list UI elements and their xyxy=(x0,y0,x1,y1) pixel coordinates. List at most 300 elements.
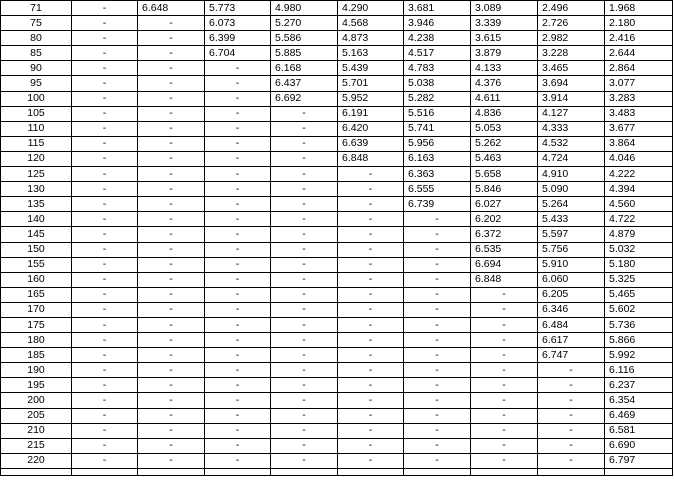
table-cell: 2.864 xyxy=(605,61,673,76)
table-cell: - xyxy=(205,61,271,76)
table-cell: - xyxy=(271,167,338,182)
table-cell: - xyxy=(404,423,471,438)
table-cell: - xyxy=(404,302,471,317)
table-cell: 5.701 xyxy=(338,76,404,91)
table-cell: 6.690 xyxy=(605,438,673,453)
table-cell: - xyxy=(205,182,271,197)
table-cell: - xyxy=(271,423,338,438)
row-key-cell: 135 xyxy=(1,197,72,212)
table-cell: - xyxy=(138,227,205,242)
table-cell: - xyxy=(271,227,338,242)
table-cell: - xyxy=(72,212,138,227)
table-cell: 4.222 xyxy=(605,167,673,182)
table-cell: - xyxy=(138,302,205,317)
table-cell: - xyxy=(404,438,471,453)
table-cell: 5.773 xyxy=(205,1,271,16)
table-row xyxy=(1,16,673,31)
table-cell: - xyxy=(471,363,538,378)
table-cell: 2.416 xyxy=(605,31,673,46)
table-cell: - xyxy=(471,287,538,302)
table-cell: 6.848 xyxy=(471,272,538,287)
table-cell: 4.560 xyxy=(605,197,673,212)
table-cell: - xyxy=(72,31,138,46)
table-cell: 6.694 xyxy=(471,257,538,272)
table-row xyxy=(1,333,673,348)
row-key-cell: 195 xyxy=(1,378,72,393)
row-key-cell: 210 xyxy=(1,423,72,438)
table-row xyxy=(1,438,673,453)
table-row xyxy=(1,423,673,438)
table-row xyxy=(1,302,673,317)
table-cell: - xyxy=(205,287,271,302)
table-cell: - xyxy=(72,197,138,212)
table-cell: - xyxy=(338,167,404,182)
table-cell: - xyxy=(271,212,338,227)
table-cell: - xyxy=(338,453,404,468)
table-cell: - xyxy=(271,182,338,197)
table-cell: - xyxy=(138,423,205,438)
table-row xyxy=(1,227,673,242)
table-cell: - xyxy=(271,317,338,332)
table-cell: 5.658 xyxy=(471,167,538,182)
table-cell: - xyxy=(138,242,205,257)
table-cell: - xyxy=(138,438,205,453)
table-cell: 4.290 xyxy=(338,1,404,16)
table-cell: - xyxy=(72,136,138,151)
table-cell: 5.032 xyxy=(605,242,673,257)
table-cell: - xyxy=(205,363,271,378)
row-key-cell: 205 xyxy=(1,408,72,423)
table-cell: 5.602 xyxy=(605,302,673,317)
table-cell: 2.180 xyxy=(605,16,673,31)
table-cell-empty xyxy=(471,468,538,475)
table-cell: 6.060 xyxy=(538,272,605,287)
table-cell: - xyxy=(138,408,205,423)
table-cell: - xyxy=(205,302,271,317)
table-cell: - xyxy=(338,393,404,408)
table-cell: 6.648 xyxy=(138,1,205,16)
table-cell: 5.956 xyxy=(404,136,471,151)
table-cell: - xyxy=(72,182,138,197)
table-cell: 5.433 xyxy=(538,212,605,227)
table-cell: 5.262 xyxy=(471,136,538,151)
table-cell-empty xyxy=(1,468,72,475)
table-cell: - xyxy=(72,61,138,76)
table-row xyxy=(1,1,673,16)
table-cell: - xyxy=(138,31,205,46)
table-cell: 5.910 xyxy=(538,257,605,272)
table-cell: 3.077 xyxy=(605,76,673,91)
table-cell: - xyxy=(271,242,338,257)
table-cell: 5.866 xyxy=(605,333,673,348)
row-key-cell: 185 xyxy=(1,348,72,363)
table-row xyxy=(1,348,673,363)
row-key-cell: 115 xyxy=(1,136,72,151)
table-cell: - xyxy=(205,76,271,91)
row-key-cell: 85 xyxy=(1,46,72,61)
table-cell: 3.946 xyxy=(404,16,471,31)
table-cell: - xyxy=(338,242,404,257)
table-cell: - xyxy=(205,348,271,363)
row-key-cell: 220 xyxy=(1,453,72,468)
table-cell: - xyxy=(205,438,271,453)
table-cell: 3.677 xyxy=(605,121,673,136)
row-key-cell: 165 xyxy=(1,287,72,302)
row-key-cell: 120 xyxy=(1,151,72,166)
table-row xyxy=(1,76,673,91)
table-cell: - xyxy=(404,227,471,242)
table-cell: - xyxy=(205,242,271,257)
table-cell: - xyxy=(538,393,605,408)
table-cell: - xyxy=(471,348,538,363)
table-cell: - xyxy=(138,287,205,302)
table-cell: - xyxy=(471,438,538,453)
table-row xyxy=(1,136,673,151)
table-cell: - xyxy=(205,333,271,348)
table-row xyxy=(1,121,673,136)
row-key-cell: 125 xyxy=(1,167,72,182)
table-cell: - xyxy=(404,272,471,287)
table-row xyxy=(1,242,673,257)
table-cell: 3.864 xyxy=(605,136,673,151)
table-cell: 4.238 xyxy=(404,31,471,46)
table-cell: - xyxy=(138,453,205,468)
table-cell: - xyxy=(338,378,404,393)
table-cell: 6.191 xyxy=(338,106,404,121)
table-cell: 6.704 xyxy=(205,46,271,61)
table-row xyxy=(1,182,673,197)
table-cell: - xyxy=(271,197,338,212)
table-cell: 6.617 xyxy=(538,333,605,348)
table-cell: - xyxy=(205,227,271,242)
table-cell: - xyxy=(72,46,138,61)
table-cell: - xyxy=(72,453,138,468)
table-cell: - xyxy=(538,423,605,438)
table-cell: - xyxy=(471,408,538,423)
table-cell: - xyxy=(404,393,471,408)
row-key-cell: 170 xyxy=(1,302,72,317)
table-body xyxy=(1,1,673,476)
table-cell: 4.333 xyxy=(538,121,605,136)
table-cell: 4.127 xyxy=(538,106,605,121)
row-key-cell: 95 xyxy=(1,76,72,91)
row-key-cell: 150 xyxy=(1,242,72,257)
table-cell: - xyxy=(205,91,271,106)
table-cell: 6.354 xyxy=(605,393,673,408)
table-cell: - xyxy=(338,227,404,242)
table-cell: - xyxy=(138,46,205,61)
table-cell: - xyxy=(205,272,271,287)
table-cell: 3.465 xyxy=(538,61,605,76)
table-row xyxy=(1,393,673,408)
table-cell: 6.116 xyxy=(605,363,673,378)
table-cell: - xyxy=(138,348,205,363)
table-cell-empty xyxy=(205,468,271,475)
table-cell: 4.568 xyxy=(338,16,404,31)
table-cell: - xyxy=(271,348,338,363)
table-cell: - xyxy=(538,408,605,423)
table-cell: - xyxy=(72,106,138,121)
table-cell: - xyxy=(138,317,205,332)
table-cell: 5.597 xyxy=(538,227,605,242)
row-key-cell: 90 xyxy=(1,61,72,76)
table-cell: 6.739 xyxy=(404,197,471,212)
table-cell: 6.363 xyxy=(404,167,471,182)
table-cell: - xyxy=(271,106,338,121)
table-cell: - xyxy=(338,302,404,317)
table-cell: 5.756 xyxy=(538,242,605,257)
table-row xyxy=(1,31,673,46)
table-cell: - xyxy=(72,438,138,453)
table-row-cutoff xyxy=(1,468,673,475)
table-cell: - xyxy=(338,333,404,348)
table-cell: - xyxy=(471,453,538,468)
table-cell: - xyxy=(72,423,138,438)
table-cell: - xyxy=(271,378,338,393)
table-cell: - xyxy=(72,76,138,91)
table-cell: - xyxy=(271,257,338,272)
table-row xyxy=(1,272,673,287)
table-cell: - xyxy=(404,257,471,272)
table-cell: - xyxy=(471,423,538,438)
table-cell: - xyxy=(72,363,138,378)
row-key-cell: 215 xyxy=(1,438,72,453)
table-cell: - xyxy=(72,242,138,257)
table-cell: - xyxy=(471,333,538,348)
table-cell: - xyxy=(72,91,138,106)
row-key-cell: 75 xyxy=(1,16,72,31)
table-cell: - xyxy=(471,378,538,393)
table-cell: 3.914 xyxy=(538,91,605,106)
table-cell: - xyxy=(471,393,538,408)
table-cell: 4.783 xyxy=(404,61,471,76)
table-cell: 5.586 xyxy=(271,31,338,46)
table-cell: 6.399 xyxy=(205,31,271,46)
row-key-cell: 145 xyxy=(1,227,72,242)
table-cell: 6.555 xyxy=(404,182,471,197)
table-cell: - xyxy=(338,363,404,378)
table-cell: 3.228 xyxy=(538,46,605,61)
table-cell: 6.163 xyxy=(404,151,471,166)
table-cell: 5.992 xyxy=(605,348,673,363)
table-cell: - xyxy=(205,121,271,136)
table-cell: 6.469 xyxy=(605,408,673,423)
table-cell: - xyxy=(72,333,138,348)
table-cell: - xyxy=(138,272,205,287)
table-row xyxy=(1,287,673,302)
row-key-cell: 71 xyxy=(1,1,72,16)
table-cell: 5.264 xyxy=(538,197,605,212)
table-row xyxy=(1,212,673,227)
table-cell: - xyxy=(271,453,338,468)
table-cell: - xyxy=(205,197,271,212)
table-cell: - xyxy=(72,167,138,182)
table-cell-empty xyxy=(538,468,605,475)
table-cell: 6.692 xyxy=(271,91,338,106)
table-cell-empty xyxy=(605,468,673,475)
table-cell: 5.741 xyxy=(404,121,471,136)
table-cell: - xyxy=(72,378,138,393)
table-cell: - xyxy=(271,408,338,423)
row-key-cell: 140 xyxy=(1,212,72,227)
table-cell: - xyxy=(271,363,338,378)
table-cell: - xyxy=(72,1,138,16)
row-key-cell: 200 xyxy=(1,393,72,408)
table-cell: 5.282 xyxy=(404,91,471,106)
table-cell: - xyxy=(72,121,138,136)
table-cell: - xyxy=(271,121,338,136)
table-row xyxy=(1,106,673,121)
table-cell: - xyxy=(138,257,205,272)
table-cell: - xyxy=(271,151,338,166)
table-cell: - xyxy=(205,106,271,121)
table-cell: 4.376 xyxy=(471,76,538,91)
table-cell: - xyxy=(72,393,138,408)
table-row xyxy=(1,257,673,272)
table-cell: 4.611 xyxy=(471,91,538,106)
row-key-cell: 105 xyxy=(1,106,72,121)
row-key-cell: 180 xyxy=(1,333,72,348)
table-cell: 4.836 xyxy=(471,106,538,121)
table-cell: - xyxy=(138,197,205,212)
table-row xyxy=(1,91,673,106)
table-row xyxy=(1,317,673,332)
table-cell: - xyxy=(271,302,338,317)
table-cell: - xyxy=(404,348,471,363)
table-row xyxy=(1,408,673,423)
table-cell: - xyxy=(404,287,471,302)
table-cell: 5.163 xyxy=(338,46,404,61)
table-cell: 5.038 xyxy=(404,76,471,91)
row-key-cell: 130 xyxy=(1,182,72,197)
table-cell: 3.694 xyxy=(538,76,605,91)
table-cell: 6.437 xyxy=(271,76,338,91)
table-cell: - xyxy=(205,167,271,182)
table-cell: 3.283 xyxy=(605,91,673,106)
table-row xyxy=(1,453,673,468)
table-cell: - xyxy=(72,272,138,287)
table-cell: - xyxy=(138,16,205,31)
table-cell: - xyxy=(205,378,271,393)
table-cell: - xyxy=(205,151,271,166)
table-cell: - xyxy=(338,408,404,423)
table-cell-empty xyxy=(72,468,138,475)
table-cell: 6.168 xyxy=(271,61,338,76)
table-cell: 4.879 xyxy=(605,227,673,242)
table-cell: - xyxy=(338,212,404,227)
table-cell: 5.736 xyxy=(605,317,673,332)
table-cell: 6.073 xyxy=(205,16,271,31)
table-cell: - xyxy=(271,287,338,302)
table-cell: - xyxy=(72,302,138,317)
table-cell: - xyxy=(72,287,138,302)
table-cell: - xyxy=(404,453,471,468)
table-row xyxy=(1,378,673,393)
table-cell: - xyxy=(138,167,205,182)
table-cell: - xyxy=(404,212,471,227)
table-cell: - xyxy=(72,408,138,423)
table-cell: 6.372 xyxy=(471,227,538,242)
table-cell: 5.270 xyxy=(271,16,338,31)
table-cell-empty xyxy=(404,468,471,475)
table-cell: - xyxy=(72,16,138,31)
table-row xyxy=(1,46,673,61)
table-cell: - xyxy=(138,106,205,121)
table-row xyxy=(1,151,673,166)
table-cell: - xyxy=(138,61,205,76)
table-cell: 4.722 xyxy=(605,212,673,227)
table-cell: - xyxy=(404,363,471,378)
row-key-cell: 110 xyxy=(1,121,72,136)
table-cell: - xyxy=(338,197,404,212)
table-cell: 2.644 xyxy=(605,46,673,61)
table-cell: - xyxy=(404,242,471,257)
table-cell: - xyxy=(338,438,404,453)
table-cell: 3.483 xyxy=(605,106,673,121)
table-cell: 6.346 xyxy=(538,302,605,317)
table-row xyxy=(1,167,673,182)
table-cell: - xyxy=(205,408,271,423)
table-cell: 6.797 xyxy=(605,453,673,468)
table-cell: - xyxy=(205,423,271,438)
table-cell: 5.463 xyxy=(471,151,538,166)
table-cell: 6.237 xyxy=(605,378,673,393)
table-cell: - xyxy=(205,393,271,408)
table-cell: 4.394 xyxy=(605,182,673,197)
table-cell: 5.952 xyxy=(338,91,404,106)
table-cell: - xyxy=(205,317,271,332)
table-cell-empty xyxy=(338,468,404,475)
table-cell: 6.639 xyxy=(338,136,404,151)
table-cell: - xyxy=(271,272,338,287)
table-cell: - xyxy=(138,151,205,166)
table-cell: 4.910 xyxy=(538,167,605,182)
row-key-cell: 100 xyxy=(1,91,72,106)
table-cell: - xyxy=(404,408,471,423)
table-cell: 6.202 xyxy=(471,212,538,227)
table-cell: 6.581 xyxy=(605,423,673,438)
table-cell: - xyxy=(205,136,271,151)
table-cell: 2.982 xyxy=(538,31,605,46)
table-cell: 5.439 xyxy=(338,61,404,76)
table-cell: - xyxy=(471,317,538,332)
table-row xyxy=(1,363,673,378)
table-cell-empty xyxy=(271,468,338,475)
table-cell: - xyxy=(538,378,605,393)
table-cell: 4.724 xyxy=(538,151,605,166)
table-cell: 5.325 xyxy=(605,272,673,287)
table-cell: - xyxy=(205,453,271,468)
table-cell: - xyxy=(138,91,205,106)
table-cell: - xyxy=(271,438,338,453)
table-cell: - xyxy=(138,363,205,378)
table-cell: - xyxy=(338,423,404,438)
table-cell: - xyxy=(338,287,404,302)
table-cell: - xyxy=(72,227,138,242)
table-cell: - xyxy=(271,393,338,408)
table-cell: 4.517 xyxy=(404,46,471,61)
table-cell: 6.747 xyxy=(538,348,605,363)
table-cell: 5.090 xyxy=(538,182,605,197)
table-cell: - xyxy=(138,393,205,408)
table-cell: - xyxy=(138,76,205,91)
table-cell: - xyxy=(271,333,338,348)
table-cell: 5.465 xyxy=(605,287,673,302)
table-cell: 4.873 xyxy=(338,31,404,46)
table-cell: - xyxy=(404,317,471,332)
row-key-cell: 80 xyxy=(1,31,72,46)
table-cell: 6.205 xyxy=(538,287,605,302)
